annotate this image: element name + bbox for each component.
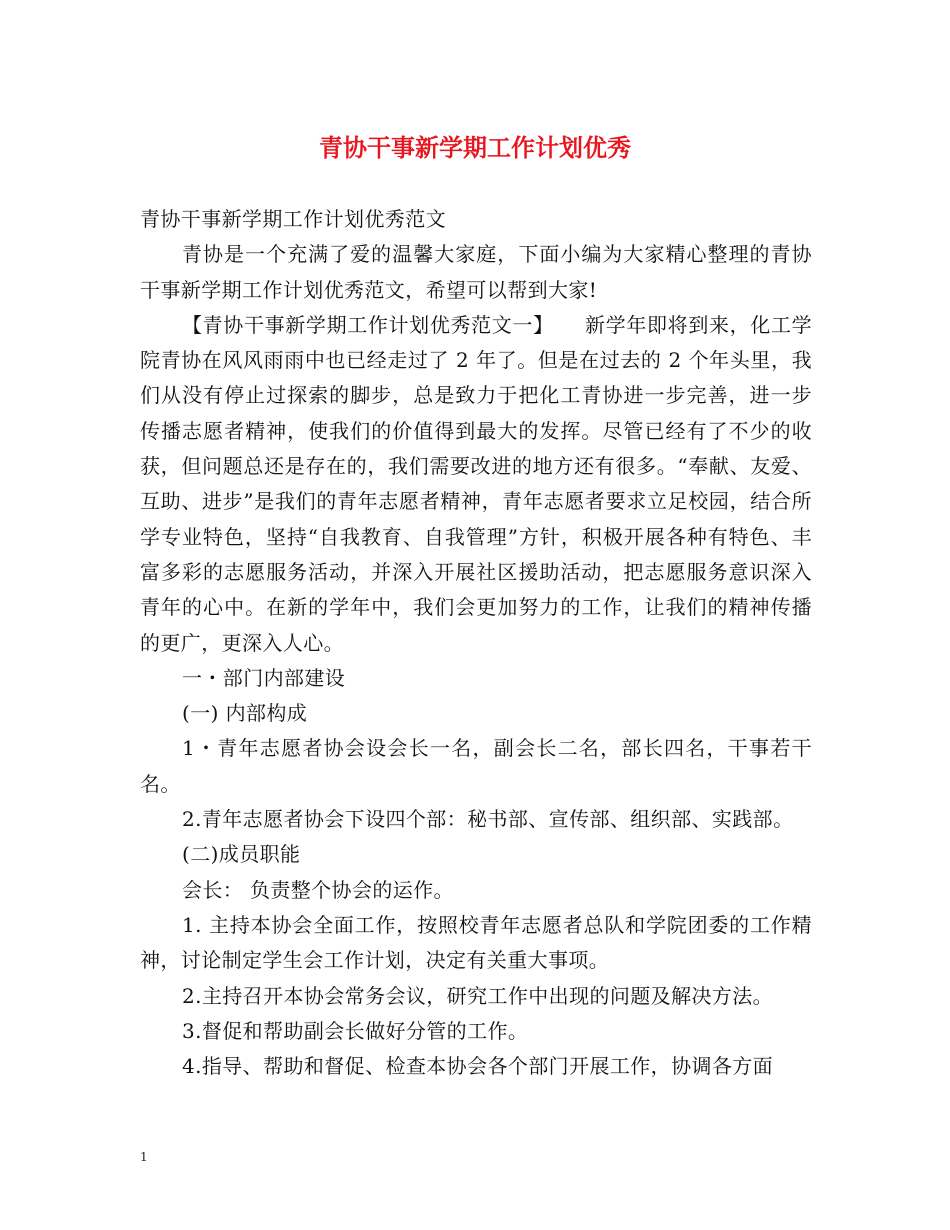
sample-one-paragraph: 【青协干事新学期工作计划优秀范文一】 新学年即将到来，化工学院青协在风风雨雨中也已经走过了 2 年了。但是在过去的 2 个年头里，我们从没有停止过探索的脚步，总是致力于把化工青协进一步完善，进一步传播志愿者精神，使我们的价值得到最大的发挥。尽管已经有了不少的收获，但问题总还是存在的，我们需要改进的地方还有很多。“奉献、友爱、互助、进步”是我们的青年志愿者精神，青年志愿者要求立足校园，结合所学专业特色，坚持“自我教育、自我管理”方针，积极开展各种有特色、丰富多彩的志愿服务活动，并深入开展社区援助活动，把志愿服务意识深入青年的心中。在新的学年中，我们会更加努力的工作，让我们的精神传播的更广，更深入人心。 bbox=[140, 312, 812, 655]
list-item-1: 1・青年志愿者协会设会长一名，副会长二名，部长四名，干事若干名。 bbox=[140, 736, 812, 796]
president-duty-4: 4.指导、帮助和督促、检查本协会各个部门开展工作，协调各方面 bbox=[182, 1054, 774, 1079]
president-duty-1: 1. 主持本协会全面工作，按照校青年志愿者总队和学院团委的工作精神，讨论制定学生会工作计划，决定有关重大事项。 bbox=[140, 912, 812, 973]
document-body bbox=[140, 202, 812, 1084]
president-duty-2: 2.主持召开本协会常务会议，研究工作中出现的问题及解决方法。 bbox=[182, 983, 774, 1008]
president-duty-3: 3.督促和帮助副会长做好分管的工作。 bbox=[182, 1018, 529, 1043]
list-item-2: 2.青年志愿者协会下设四个部：秘书部、宣传部、组织部、实践部。 bbox=[182, 807, 794, 832]
document-title: 青协干事新学期工作计划优秀 bbox=[319, 133, 631, 162]
subsection-heading-internal-structure: (一) 内部构成 bbox=[182, 701, 308, 726]
subsection-heading-member-functions: (二)成员职能 bbox=[182, 842, 301, 867]
section-heading-internal-construction: 一・部门内部建设 bbox=[182, 665, 346, 690]
intro-paragraph: 青协是一个充满了爱的温馨大家庭，下面小编为大家精心整理的青协干事新学期工作计划优秀范文，希望可以帮到大家! bbox=[140, 242, 812, 302]
page-number: 1 bbox=[140, 1150, 148, 1164]
president-role-paragraph: 会长： 负责整个协会的运作。 bbox=[182, 877, 454, 902]
subtitle-paragraph: 青协干事新学期工作计划优秀范文 bbox=[140, 207, 446, 231]
